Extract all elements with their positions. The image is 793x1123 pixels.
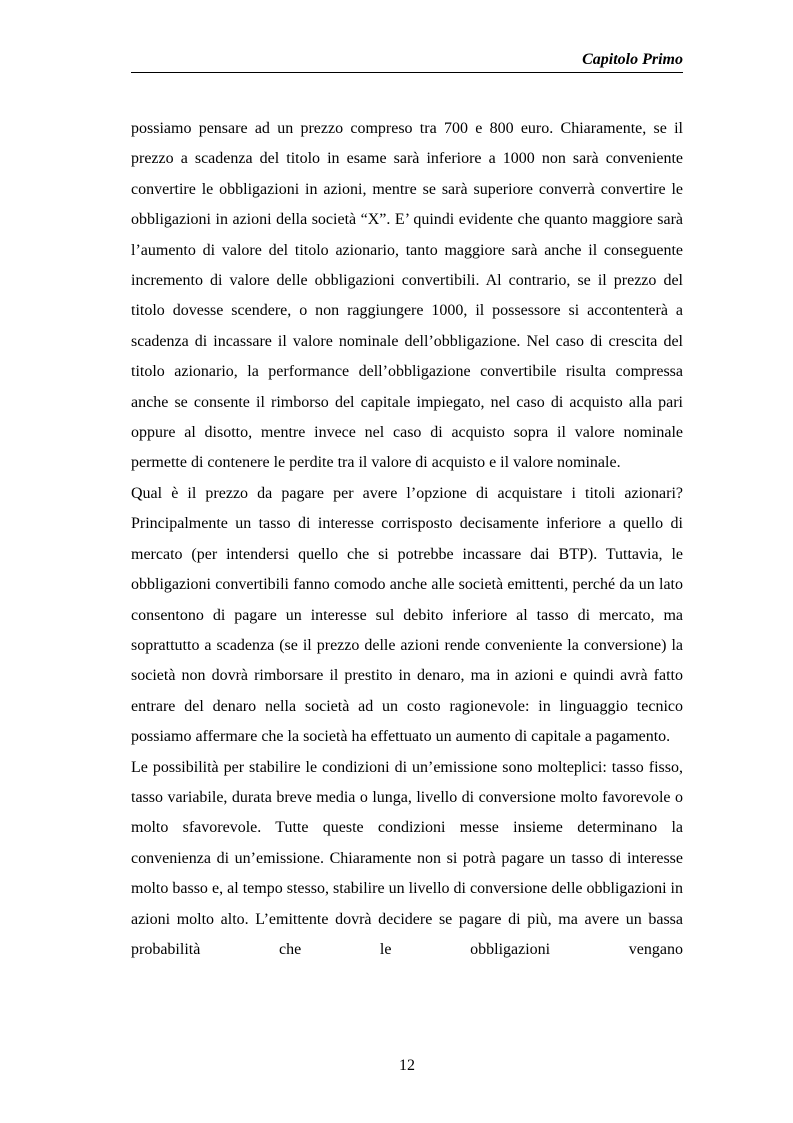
body-text: [131, 114, 683, 965]
paragraph: possiamo pensare ad un prezzo compreso tra 700 e 800 euro. Chiaramente, se il prezzo a scadenza del titolo in esame sarà inferiore a 1000 non sarà conveniente convertire le obbligazioni in azioni, mentre se sarà superiore converrà convertire le obbligazioni in azioni della società “X”. E’ quindi evidente che quanto maggiore sarà l’aumento di valore del titolo azionario, tanto maggiore sarà anche il conseguente incremento di valore delle obbligazioni convertibili. Al contrario, se il prezzo del titolo dovesse scendere, o non raggiungere 1000, il possessore si accontenterà a scadenza di incassare il valore nominale dell’obbligazione. Nel caso di crescita del titolo azionario, la performance dell’obbligazione convertibile risulta compressa anche se consente il rimborso del capitale impiegato, nel caso di acquisto alla pari oppure al disotto, mentre invece nel caso di acquisto sopra il valore nominale permette di contenere le perdite tra il valore di acquisto e il valore nominale.: [131, 120, 683, 472]
paragraph: Qual è il prezzo da pagare per avere l’opzione di acquistare i titoli azionari? Principalmente un tasso di interesse corrisposto decisamente inferiore a quello di mercato (per intendersi quello che si potrebbe incassare dai BTP). Tuttavia, le obbligazioni convertibili fanno comodo anche alle società emittenti, perché da un lato consentono di pagare un interesse sul debito inferiore al tasso di mercato, ma soprattutto a scadenza (se il prezzo delle azioni rende conveniente la conversione) la società non dovrà rimborsare il prestito in denaro, ma in azioni e quindi avrà fatto entrare del denaro nella società ad un costo ragionevole: in linguaggio tecnico possiamo affermare che la società ha effettuato un aumento di capitale a pagamento.: [131, 484, 683, 746]
header-rule: [131, 72, 683, 73]
chapter-title: Capitolo Primo: [582, 51, 683, 68]
paragraph: Le possibilità per stabilire le condizioni di un’emissione sono molteplici: tasso fisso, tasso variabile, durata breve media o lunga, livello di conversione molto favorevole o molto sfavorevole. Tutte queste condizioni messe insieme determinano la convenienza di un’emissione. Chiaramente non si potrà pagare un tasso di interesse molto basso e, al tempo stesso, stabilire un livello di conversione delle obbligazioni in azioni molto alto. L’emittente dovrà decidere se pagare di più, ma avere un bassa probabilità che le obbligazioni vengano: [131, 758, 683, 958]
page-number: 12: [399, 1057, 415, 1074]
